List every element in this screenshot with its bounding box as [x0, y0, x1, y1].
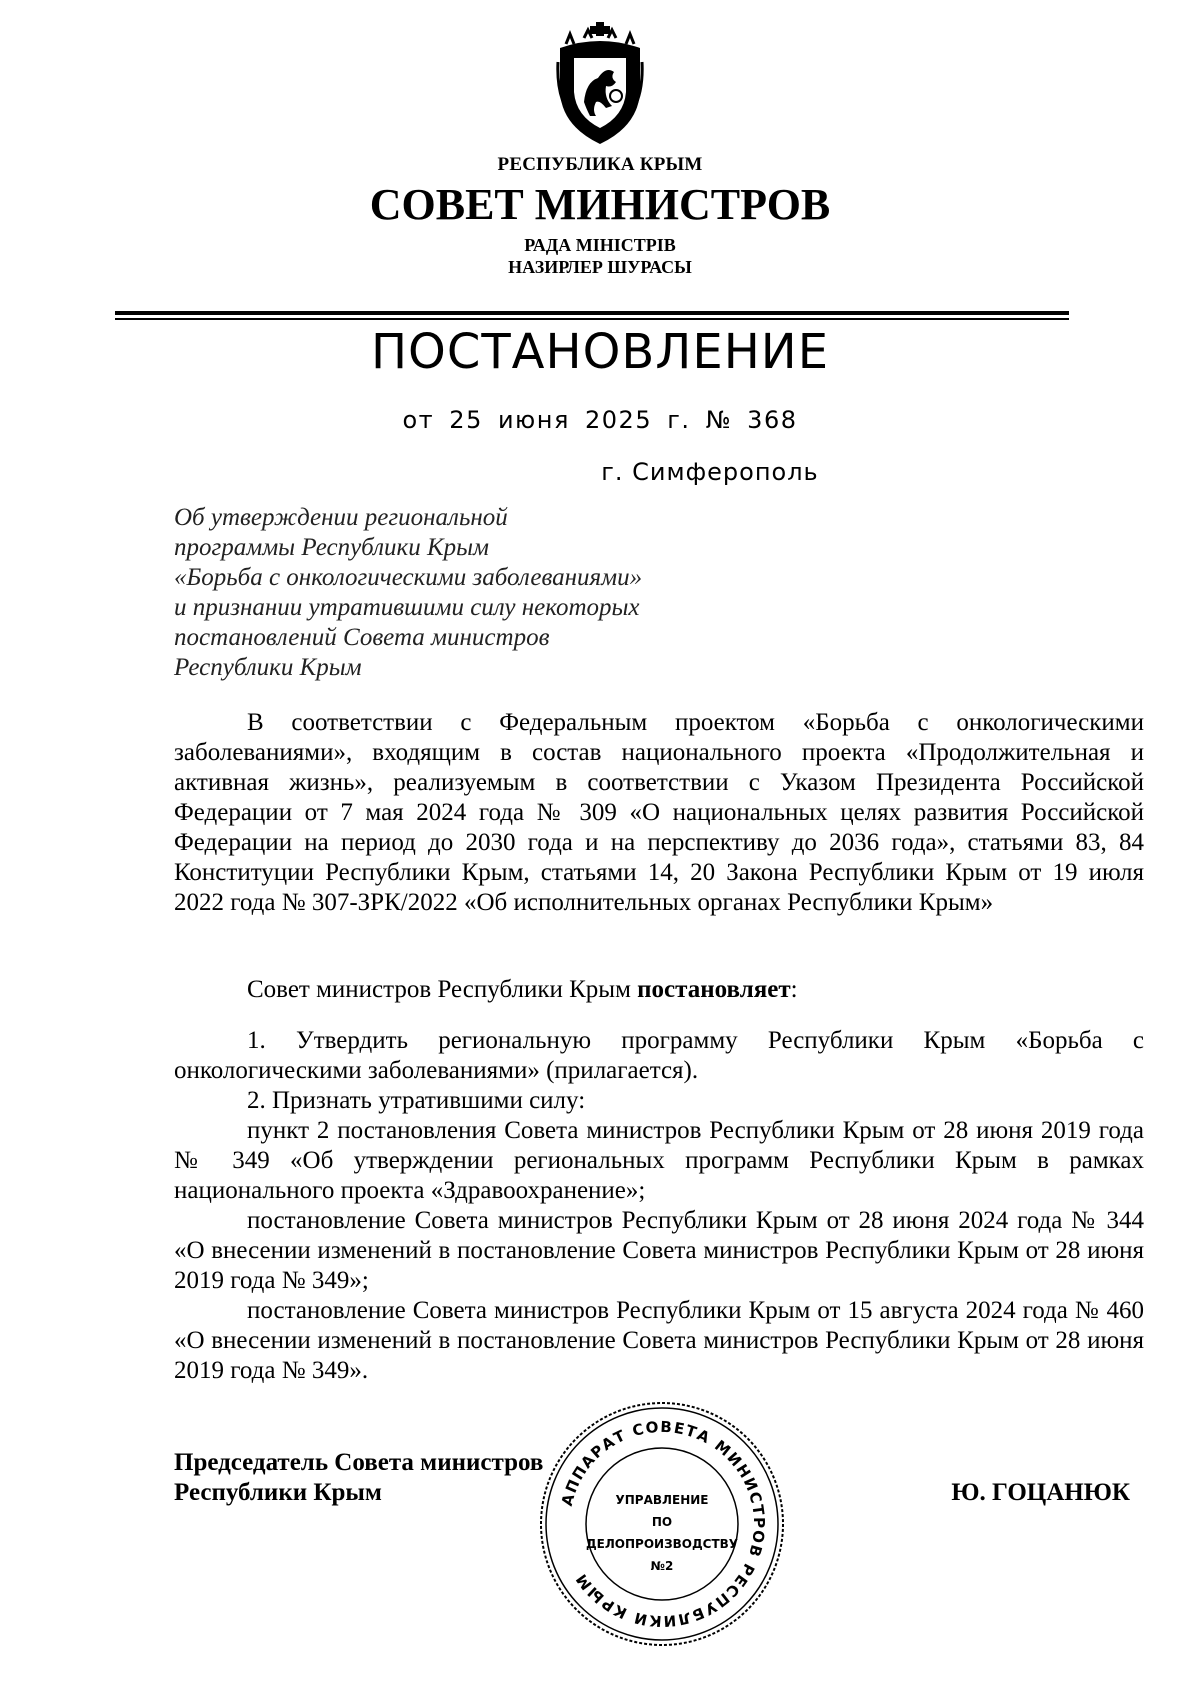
seal-line: УПРАВЛЕНИЕ	[615, 1493, 709, 1507]
signatory-position	[174, 1448, 543, 1508]
subject-line: постановлений Совета министров	[174, 624, 550, 651]
official-seal-stamp	[538, 1400, 786, 1648]
document-date-number: от 25 июня 2025 г. № 368	[402, 406, 798, 434]
resolution-item: пункт 2 постановления Совета министров Республики Крым от 28 июня 2019 года № 349 «Об утверждении региональных программ Республики Крым в рамках национального проекта «Здравоохранение»;	[174, 1117, 1144, 1204]
resolves-paragraph	[174, 975, 1144, 1005]
resolution-item: 2. Признать утратившими силу:	[247, 1087, 586, 1114]
resolution-item: постановление Совета министров Республики Крым от 28 июня 2024 года № 344 «О внесении изменений в постановление Совета министров Республики Крым от 28 июня 2019 года № 349»;	[174, 1207, 1144, 1294]
subject-line: Республики Крым	[174, 654, 362, 681]
preamble-paragraph: В соответствии с Федеральным проектом «Борьба с онкологическими заболеваниями», входящим в состав национального проекта «Продолжительная и активная жизнь», реализуемым в соответствии с Указом Президента Российской Федерации от 7 мая 2024 года № 309 «О национальных целях развития Российской Федерации на период до 2030 года и на перспективу до 2036 года», статьями 83, 84 Конституции Республики Крым, статьями 14, 20 Закона Республики Крым от 19 июля 2022 года № 307-ЗРК/2022 «Об исполнительных органах Республики Крым»	[174, 709, 1144, 916]
subject-line: и признании утратившими силу некоторых	[174, 594, 640, 621]
crimea-coat-of-arms-icon	[556, 22, 644, 146]
council-name-crimean-tatar: НАЗИРЛЕР ШУРАСЫ	[508, 257, 692, 277]
signatory-position-line: Республики Крым	[174, 1479, 382, 1506]
resolves-prefix: Совет министров Республики Крым	[247, 976, 638, 1003]
council-name-ukrainian: РАДА МІНІСТРІВ	[524, 235, 676, 255]
seal-ring-text: АППАРАТ СОВЕТА МИНИСТРОВ РЕСПУБЛИКИ КРЫМ	[557, 1417, 769, 1631]
subject-line: программы Республики Крым	[174, 534, 489, 561]
resolves-section	[174, 975, 1144, 1005]
subject-line: Об утверждении региональной	[174, 504, 508, 531]
council-name: СОВЕТ МИНИСТРОВ	[369, 180, 831, 229]
seal-line: ПО	[651, 1515, 673, 1529]
document-subject	[174, 503, 774, 683]
resolution-items	[174, 1026, 1144, 1386]
document-city: г. Симферополь	[601, 458, 819, 486]
seal-line: ДЕЛОПРОИЗВОДСТВУ	[585, 1537, 739, 1551]
resolves-suffix: :	[790, 976, 798, 1003]
header-divider-thin	[115, 318, 1069, 320]
header-divider-thick	[115, 311, 1069, 315]
resolves-keyword: постановляет	[637, 976, 791, 1003]
document-type-title: ПОСТАНОВЛЕНИЕ	[370, 324, 830, 380]
resolution-item: постановление Совета министров Республики Крым от 15 августа 2024 года № 460 «О внесении изменений в постановление Совета министров Республики Крым от 28 июня 2019 года № 349».	[174, 1297, 1144, 1384]
republic-name: РЕСПУБЛИКА КРЫМ	[497, 154, 703, 175]
signatory-position-line: Председатель Совета министров	[174, 1449, 544, 1476]
subject-line: «Борьба с онкологическими заболеваниями»	[174, 564, 643, 591]
preamble-section	[174, 708, 1144, 918]
resolution-item: 1. Утвердить региональную программу Республики Крым «Борьба с онкологическими заболеваниями» (прилагается).	[174, 1027, 1144, 1084]
seal-line: №2	[650, 1559, 674, 1573]
signatory-name: Ю. ГОЦАНЮК	[951, 1479, 1130, 1506]
